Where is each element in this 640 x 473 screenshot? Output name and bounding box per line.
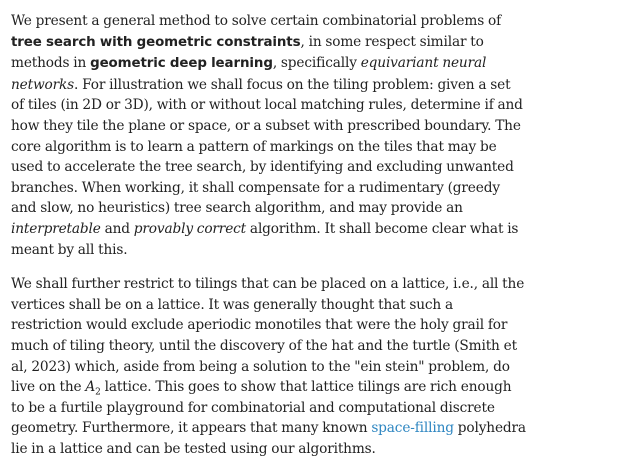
italic-phrase-equivariant: equivariant neural networks [11,55,487,93]
text-run: , specifically [272,55,361,72]
article-body [11,11,526,473]
italic-phrase-provably-correct: provably correct [133,220,247,237]
text-run: and [100,220,134,237]
math-subscript: 2 [95,387,101,398]
italic-phrase-interpretable: interpretable [11,220,101,237]
bold-phrase-tree-search: tree search with geometric constraints [11,34,301,50]
paragraph-lattice [11,274,526,459]
text-run: We shall further restrict to tilings that can be placed on a lattice, i.e., all the vertices shall be on a lattice. It was generally thought that such a restriction would exclude aperiodic monotiles that were the holy grail for much of tiling theory, until the discovery of the hat and the turtle (Smith et al, 2023) which, aside from being a solution to the "ein stein" problem, do live on the [11,276,525,396]
bold-phrase-geometric-deep-learning: geometric deep learning [90,56,273,72]
space-filling-link[interactable]: space-filling [371,420,454,437]
text-run: . For illustration we shall focus on the tiling problem: given a set of tiles (in 2D or 3D), with or without local matching rules, determine if and how they tile the plane or space, or a subset with prescribed boundary. The core algorithm is to learn a pattern of markings on the tiles that may be used to accelerate the tree search, by identifying and excluding unwanted branches. When working, it shall compensate for a rudimentary (greedy and slow, no heuristics) tree search algorithm, and may provide an [11,76,523,217]
text-run: We present a general method to solve certain combinatorial problems of [11,13,501,29]
math-lattice-symbol [85,379,101,398]
paragraph-intro [11,11,526,260]
math-base: A [85,379,96,396]
text-run: polyhedra lie in a lattice and can be tested using our algorithms. [11,420,526,457]
text-run: lattice. This goes to show that lattice tilings are rich enough to be a furtile playground for combinatorial and computational discrete geometry. Furthermore, it appears that many known [11,379,512,437]
text-run: , in some respect similar to methods in [11,33,484,72]
text-run: algorithm. It shall become clear what is meant by all this. [11,220,519,258]
